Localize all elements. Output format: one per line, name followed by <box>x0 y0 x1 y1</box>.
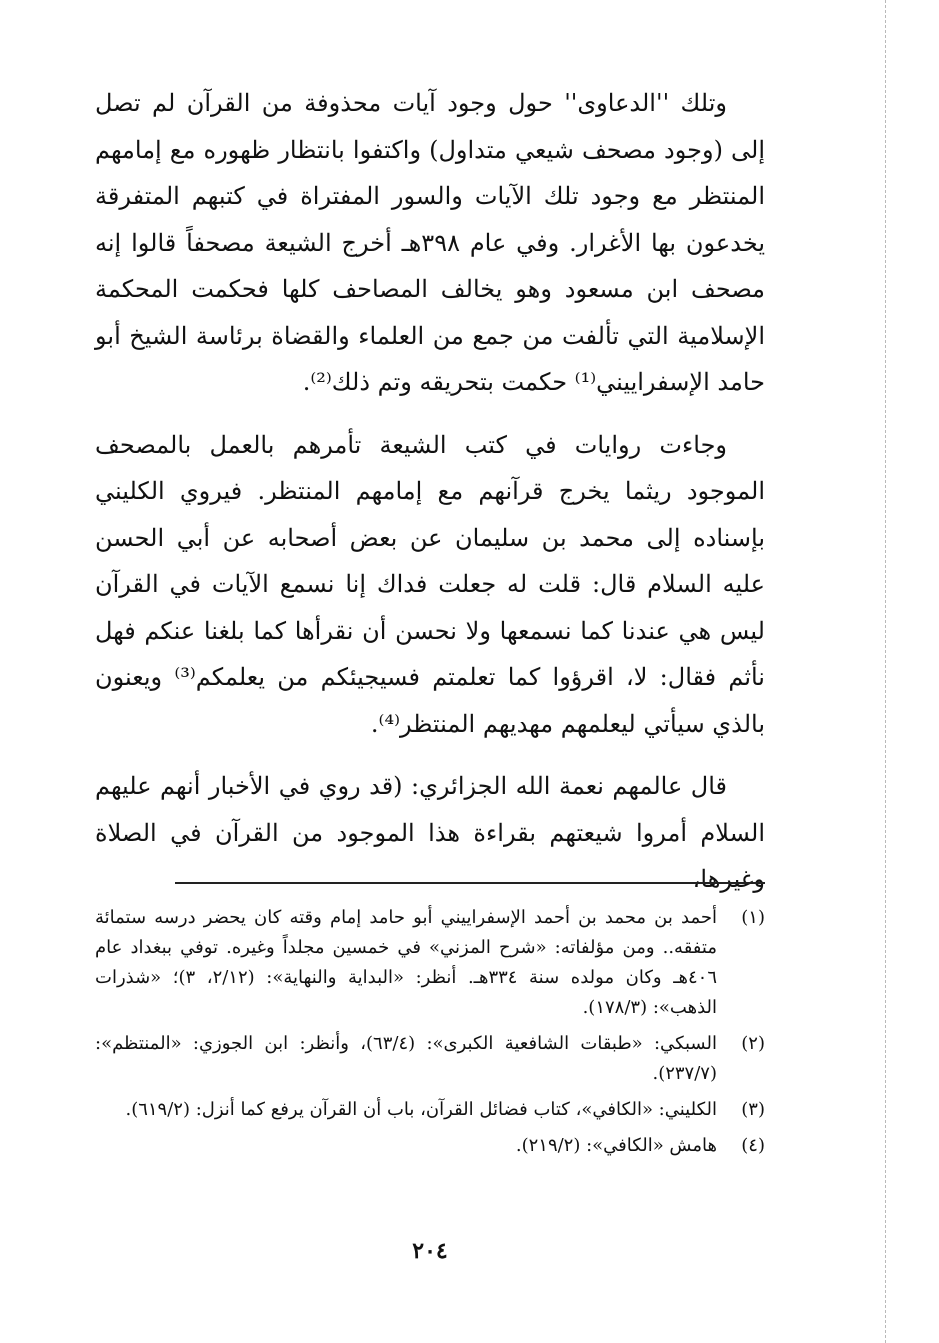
footnote-2 <box>95 1029 765 1089</box>
binding-edge-line <box>885 0 886 1343</box>
footnote-3 <box>95 1095 765 1125</box>
footnote-number: (٢) <box>741 1033 765 1054</box>
footnote-1 <box>95 903 765 1023</box>
footnote-divider <box>175 882 765 884</box>
footnote-number: (١) <box>741 907 765 928</box>
footnote-text: الكليني: «الكافي»، كتاب فضائل القرآن، باب أن القرآن يرفع كما أنزل: (٦١٩/٢). <box>125 1099 717 1120</box>
footnote-text: أحمد بن محمد بن أحمد الإسفراييني أبو حامد إمام وقته كان يحضر درسه ستمائة متفقه.. ومن مؤلفاته: «شرح المزني» في خمسين مجلداً وغيره. توفي ببغداد عام ٤٠٦هـ وكان مولده سنة ٣٣٤هـ. أنظر: «البداية والنهاية»: (٢/١٢، ٣)؛ «شذرات الذهب»: (١٧٨/٣). <box>95 907 717 1018</box>
footnote-4 <box>95 1131 765 1161</box>
page-number: ٢٠٤ <box>412 1238 448 1264</box>
footnote-number: (٣) <box>741 1099 765 1120</box>
footnotes <box>95 903 765 1167</box>
paragraph-3: قال عالمهم نعمة الله الجزائري: (قد روي في الأخبار أنهم عليهم السلام أمروا شيعتهم بقراءة هذا الموجود من القرآن في الصلاة وغيرها، <box>95 772 765 893</box>
footnote-number: (٤) <box>741 1135 765 1156</box>
footnote-text: السبكي: «طبقات الشافعية الكبرى»: (٦٣/٤)، وأنظر: ابن الجوزي: «المنتظم»: (٢٣٧/٧). <box>95 1033 717 1084</box>
footnote-text: هامش «الكافي»: (٢١٩/٢). <box>515 1135 717 1156</box>
main-text <box>95 80 765 903</box>
paragraph-1: وتلك ''الدعاوى'' حول وجود آيات محذوفة من القرآن لم تصل إلى (وجود مصحف شيعي متداول) واكتفوا بانتظار ظهوره مع إمامهم المنتظر مع وجود تلك الآيات والسور المفتراة في كتبهم المتفرقة يخدعون بها الأغرار. وفي عام ٣٩٨هـ أخرج الشيعة مصحفاً قالوا إنه مصحف ابن مسعود وهو يخالف المصاحف كلها فحكمت المحكمة الإسلامية التي تألفت من جمع من العلماء والقضاة برئاسة الشيخ أبو حامد الإسفراييني⁽¹⁾ حكمت بتحريقه وتم ذلك⁽²⁾. <box>95 89 766 396</box>
paragraph-2: وجاءت روايات في كتب الشيعة تأمرهم بالعمل بالمصحف الموجود ريثما يخرج قرآنهم مع إمامهم المنتظر. فيروي الكليني بإسناده إلى محمد بن سليمان عن بعض أصحابه عن أبي الحسن عليه السلام قال: قلت له جعلت فداك إنا نسمع الآيات في القرآن ليس هي عندنا كما نسمعها ولا نحسن أن نقرأها كما بلغنا عنكم فهل نأثم فقال: لا، اقرؤوا كما تعلمتم فسيجيئكم من يعلمكم⁽³⁾ ويعنون بالذي سيأتي ليعلمهم مهديهم المنتظر⁽⁴⁾. <box>95 430 766 738</box>
